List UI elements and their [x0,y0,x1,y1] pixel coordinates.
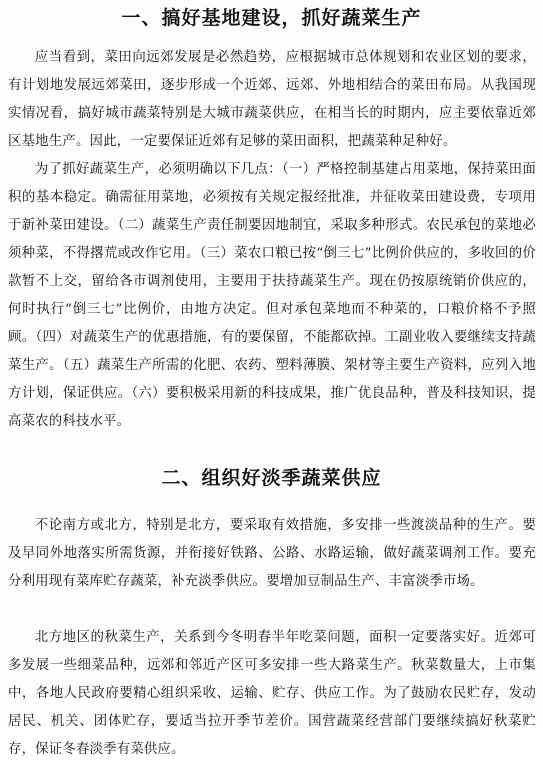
section-2-paragraph-1: 不论南方或北方，特别是北方，要采取有效措施，多安排一些渡淡品种的生产。要及早同外地落实所需货源，并衔接好铁路、公路、水路运输，做好蔬菜调剂工作。要充分利用现有菜库贮存蔬菜，补充淡季供应。要增加豆制品生产、丰富淡季市场。 [8,518,536,589]
section-1-heading: 一、搞好基地建设，抓好蔬菜生产 [121,7,422,29]
section-1-paragraph-2: 为了抓好蔬菜生产，必须明确以下几点：（一）严格控制基建占用菜地，保持菜田面积的基本稳定。确需征用菜地，必须按有关规定报经批准，并征收菜田建设费，专项用于新补菜田建设。（二）蔬菜生产责任制要因地制宜，采取多种形式。农民承包的菜地必须种菜，不得撂荒或改作它用。（三）菜农口粮已按“倒三七”比例价供应的，多收回的价款暂不上交，留给各市调剂使用，主要用于扶持蔬菜生产。现在仍按原统销价供应的，何时执行“倒三七”比例价，由地方决定。但对承包菜地而不种菜的，口粮价格不予照顾。（四）对蔬菜生产的优惠措施，有的要保留，不能都砍掉。工副业收入要继续支持蔬菜生产。（五）蔬菜生产所需的化肥、农药、塑料薄膜、架材等主要生产资料，应列入地方计划，保证供应。（六）要积极采用新的科技成果，推广优良品种，普及科技知识，提高菜农的科技水平。 [8,162,536,429]
section-1-paragraph-1: 应当看到，菜田向远郊发展是必然趋势，应根据城市总体规划和农业区划的要求，有计划地发展远郊菜田，逐步形成一个近郊、远郊、外地相结合的菜田布局。从我国现实情况看，搞好城市蔬菜特别是大城市蔬菜供应，在相当长的时期内，应主要依靠近郊区基地生产。因此，一定要保证近郊有足够的菜田面积，把蔬菜种足种好。 [8,50,536,149]
section-2-heading: 二、组织好淡季蔬菜供应 [161,467,382,489]
section-2-paragraph-2: 北方地区的秋菜生产，关系到今冬明春半年吃菜问题，面积一定要落实好。近郊可多发展一些细菜品种，远郊和邻近产区可多安排一些大路菜生产。秋菜数量大，上市集中，各地人民政府要精心组织采收、运输、贮存、供应工作。为了鼓励农民贮存，发动居民、机关、团体贮存，要适当拉开季节差价。国营蔬菜经营部门要继续搞好秋菜贮存，保证冬春淡季有菜供应。 [8,630,536,757]
